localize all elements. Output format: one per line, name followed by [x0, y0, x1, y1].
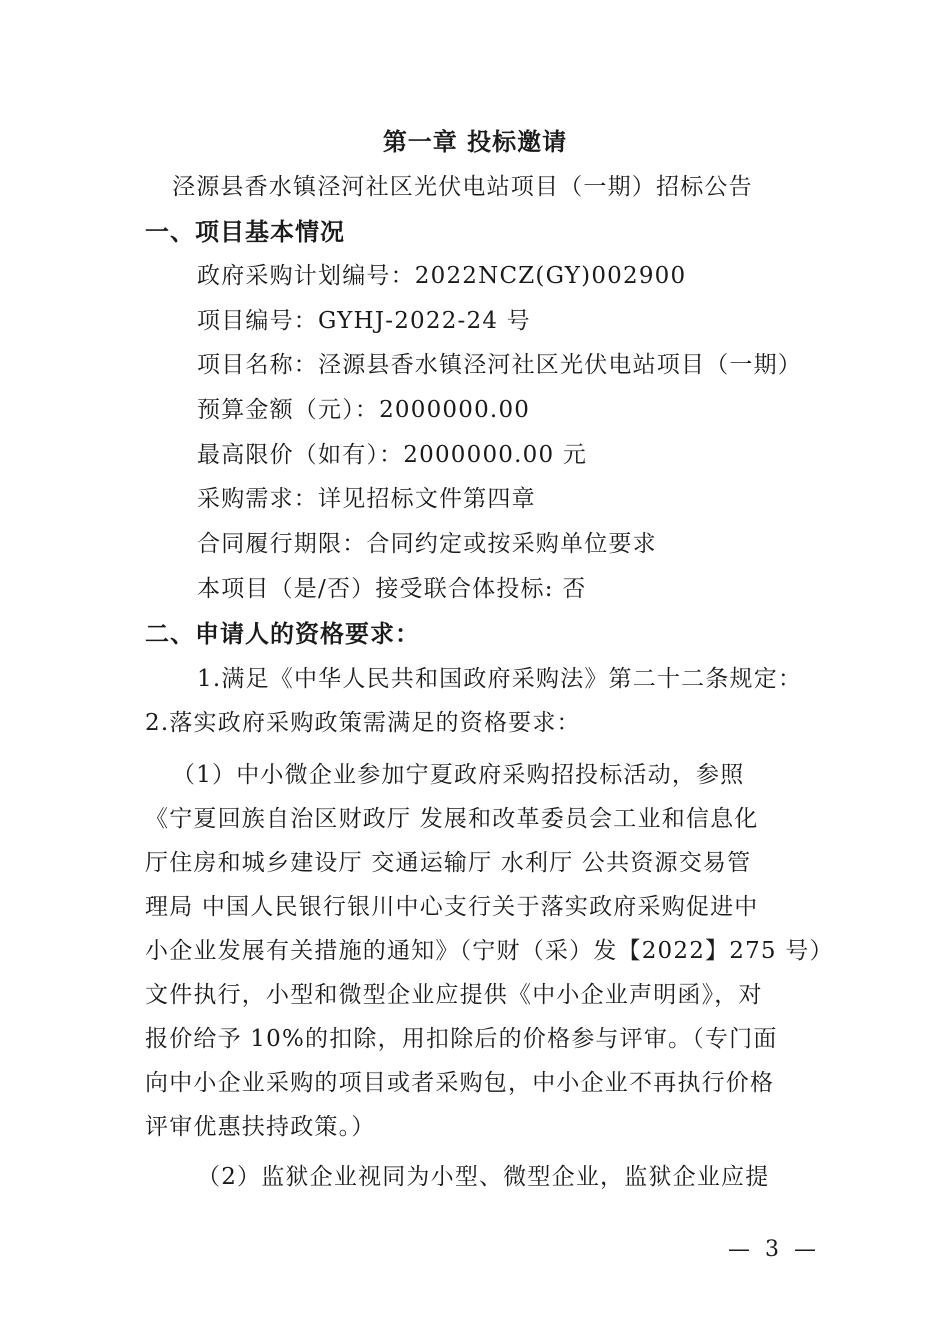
- chapter-title: 第一章 投标邀请: [382, 128, 568, 156]
- paragraph-line: （1）中小微企业参加宁夏政府采购招投标活动，参照: [172, 762, 745, 788]
- paragraph-line: 报价给予 10%的扣除，用扣除后的价格参与评审。（专门面: [145, 1026, 778, 1052]
- paragraph2-line: （2）监狱企业视同为小型、微型企业，监狱企业应提: [197, 1164, 770, 1190]
- budget-amount: 预算金额（元）：2000000.00: [197, 397, 531, 423]
- consortium-bid: 本项目（是/否）接受联合体投标: 否: [197, 576, 587, 602]
- paragraph-line: 厅住房和城乡建设厅 交通运输厅 水利厅 公共资源交易管: [145, 850, 752, 876]
- page-number: — 3 —: [728, 1237, 820, 1262]
- project-number: 项目编号：GYHJ-2022-24 号: [197, 308, 531, 334]
- paragraph-line: 向中小企业采购的项目或者采购包，中小企业不再执行价格: [145, 1070, 775, 1096]
- notice-title: 泾源县香水镇泾河社区光伏电站项目（一期）招标公告: [172, 174, 753, 200]
- requirement-2: 2.落实政府采购政策需满足的资格要求：: [145, 710, 581, 736]
- contract-period: 合同履行期限：合同约定或按采购单位要求: [197, 531, 657, 557]
- paragraph-line: 小企业发展有关措施的通知》（宁财（采）发【2022】275 号）: [145, 938, 834, 964]
- project-name: 项目名称：泾源县香水镇泾河社区光伏电站项目（一期）: [197, 352, 802, 378]
- section1-heading: 一、项目基本情况: [145, 218, 345, 246]
- max-price: 最高限价（如有）：2000000.00 元: [197, 442, 588, 468]
- section2-heading: 二、申请人的资格要求：: [145, 620, 420, 648]
- requirement-1: 1.满足《中华人民共和国政府采购法》第二十二条规定：: [197, 666, 803, 692]
- paragraph-line: 理局 中国人民银行银川中心支行关于落实政府采购促进中: [145, 894, 759, 920]
- paragraph-line: 《宁夏回族自治区财政厅 发展和改革委员会工业和信息化: [145, 806, 759, 832]
- paragraph-line: 文件执行，小型和微型企业应提供《中小企业声明函》，对: [145, 982, 763, 1008]
- plan-number: 政府采购计划编号：2022NCZ(GY)002900: [197, 263, 687, 289]
- paragraph-line: 评审优惠扶持政策。）: [145, 1114, 376, 1140]
- procurement-demand: 采购需求：详见招标文件第四章: [197, 486, 536, 512]
